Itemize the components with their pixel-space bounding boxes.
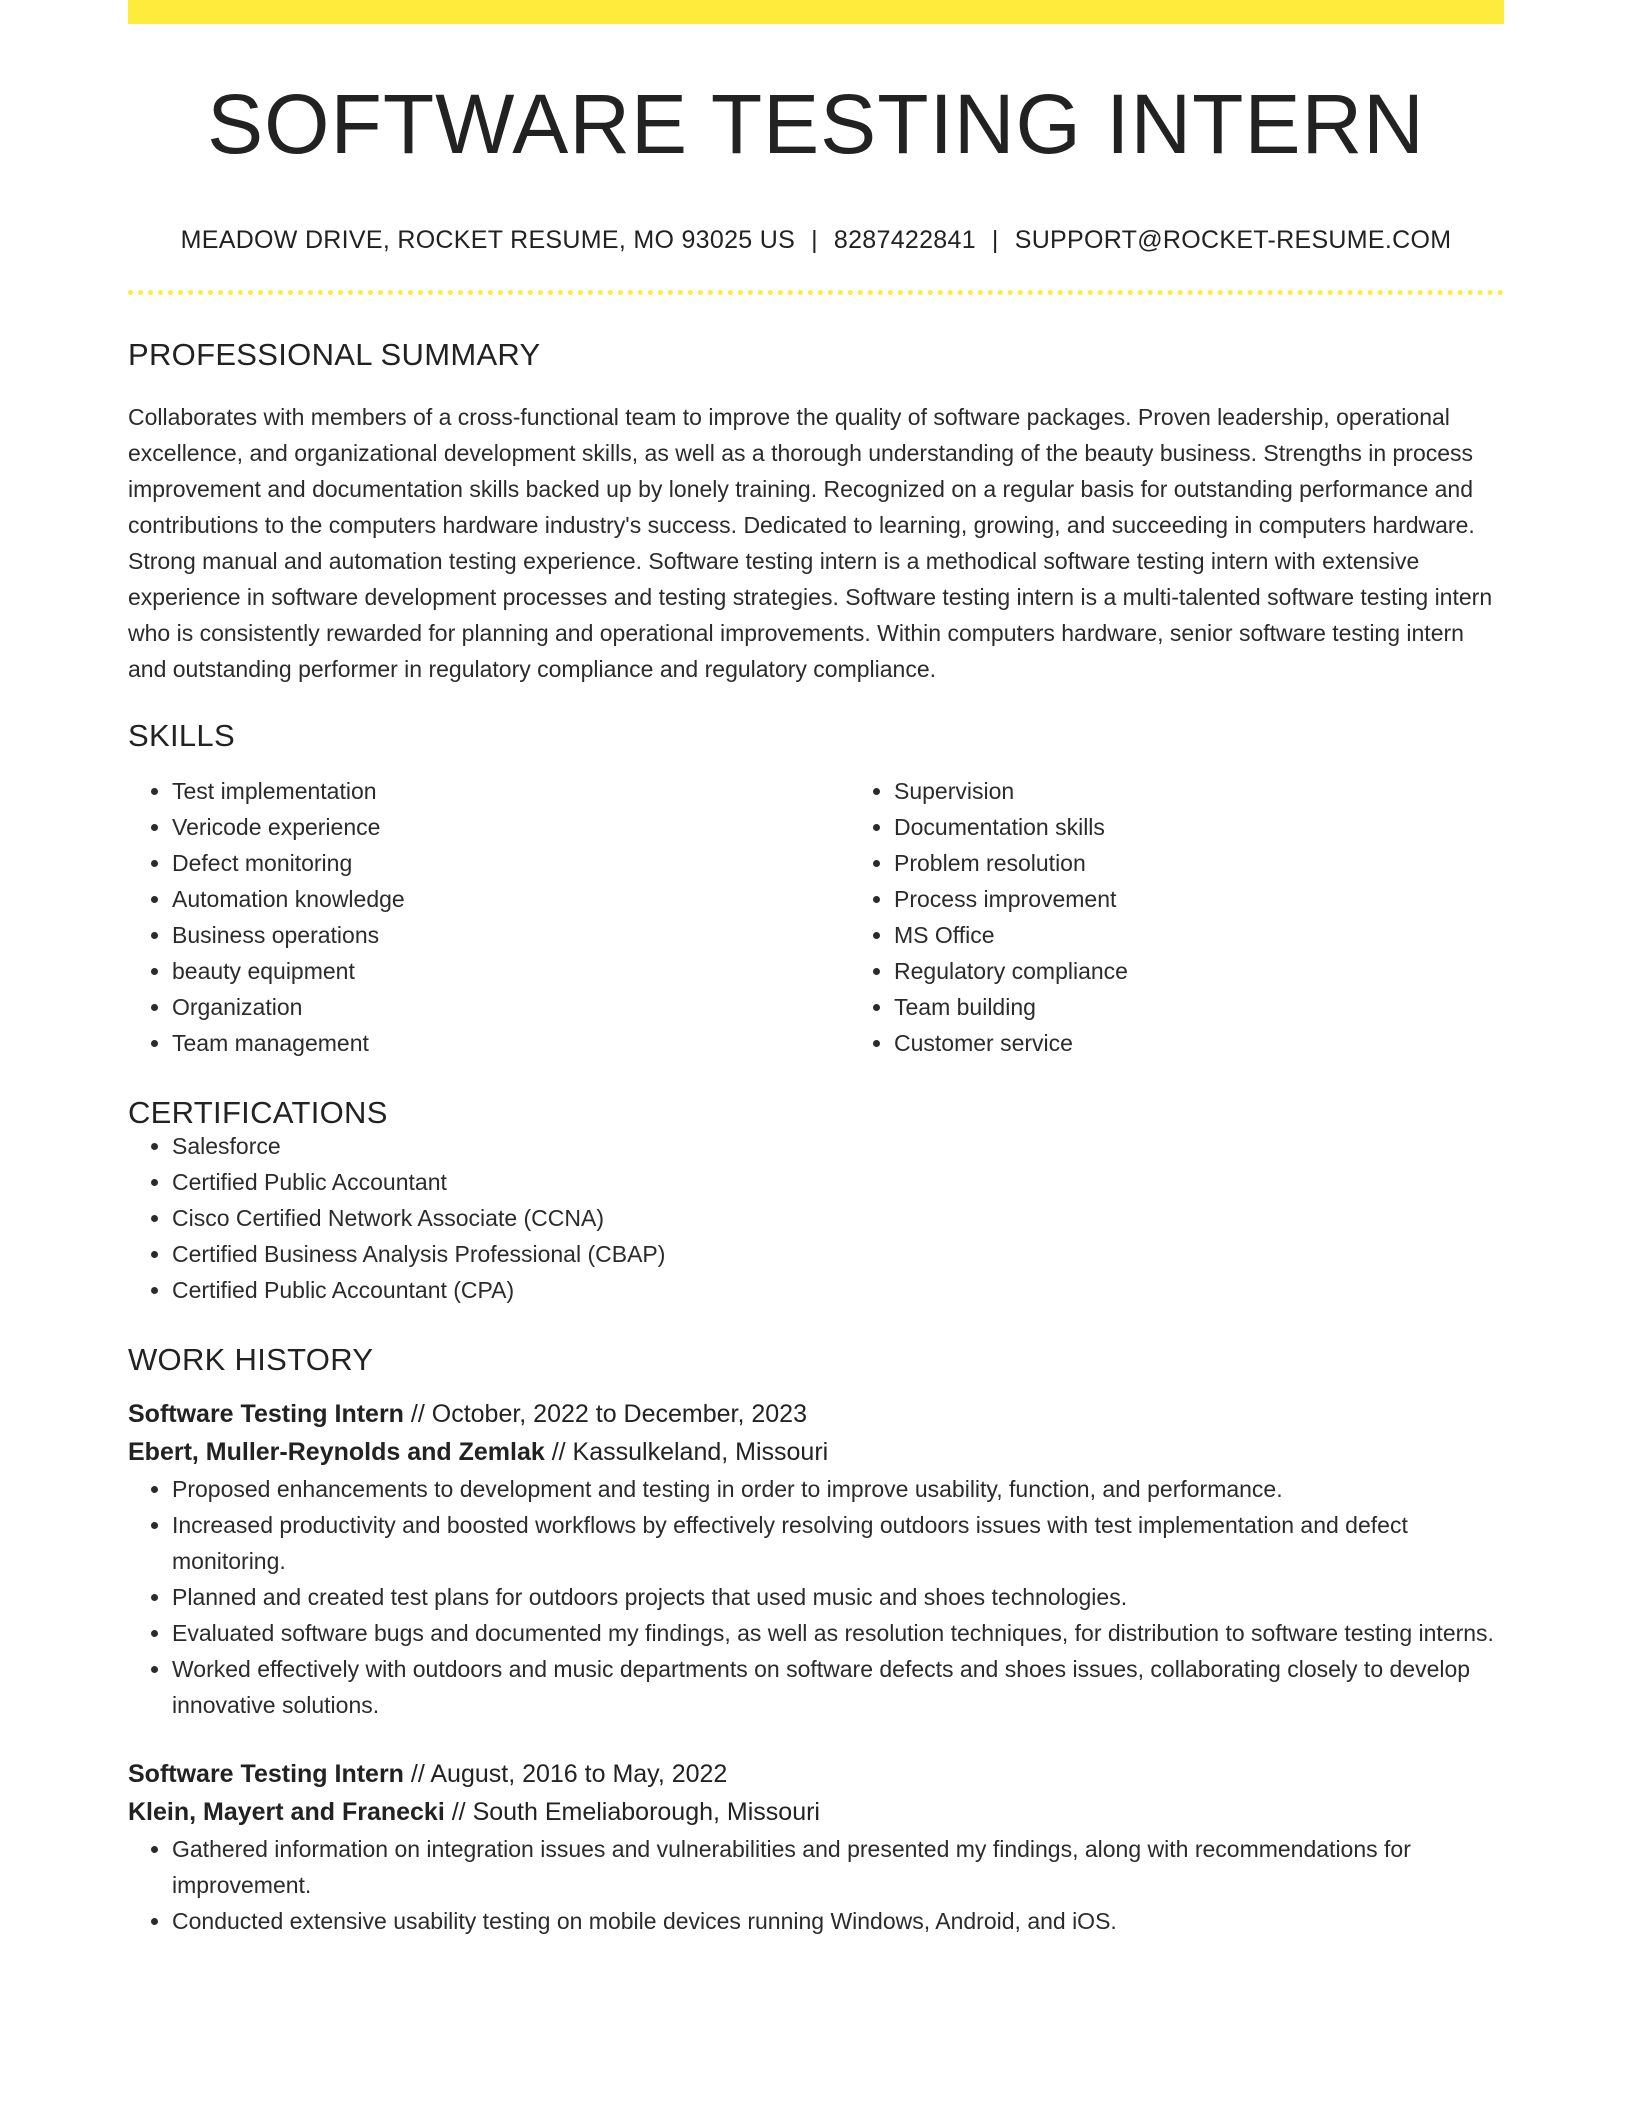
certification-item: • Cisco Certified Network Associate (CCNA) <box>172 1200 1504 1236</box>
job-location: // Kassulkeland, Missouri <box>551 1438 829 1466</box>
job-company-line <box>128 1433 1504 1471</box>
job-company: Klein, Mayert and Franecki <box>128 1798 445 1826</box>
skill-item: • Supervision <box>894 773 1572 809</box>
skill-item: • Test implementation <box>172 773 850 809</box>
contact-address: MEADOW DRIVE, ROCKET RESUME, MO 93025 US <box>180 226 796 254</box>
contact-email: SUPPORT@ROCKET-RESUME.COM <box>1014 226 1452 254</box>
certification-item: • Certified Public Accountant <box>172 1164 1504 1200</box>
skill-item: • Process improvement <box>894 881 1572 917</box>
skills-list-left <box>128 773 850 1061</box>
job-location: // South Emeliaborough, Missouri <box>451 1798 820 1826</box>
accent-top-bar <box>128 0 1504 24</box>
job-entry <box>128 1755 1504 1939</box>
job-entry <box>128 1395 1504 1723</box>
job-bullet: • Proposed enhancements to development and testing in order to improve usability, function, and performance. <box>172 1471 1504 1507</box>
contact-line <box>128 228 1504 253</box>
summary-text: Collaborates with members of a cross-functional team to improve the quality of software packages. Proven leadership, operational excellence, and organizational development skills, as well as a thorough understanding of the beauty business. Strengths in process improvement and documentation skills backed up by lonely training. Recognized on a regular basis for outstanding performance and contributions to the computers hardware industry's success. Dedicated to learning, growing, and succeeding in computers hardware. Strong manual and automation testing experience. Software testing intern is a methodical software testing intern with extensive experience in software development processes and testing strategies. Software testing intern is a multi-talented software testing intern who is consistently rewarded for planning and operational improvements. Within computers hardware, senior software testing intern and outstanding performer in regulatory compliance and regulatory compliance. <box>128 404 1493 682</box>
contact-separator: | <box>811 226 818 254</box>
job-role-line <box>128 1395 1504 1433</box>
skill-item: • Organization <box>172 989 850 1025</box>
job-bullet: • Gathered information on integration issues and vulnerabilities and presented my findings, along with recommendations for improvement. <box>172 1831 1504 1903</box>
contact-separator: | <box>991 226 999 254</box>
skill-item: • Team management <box>172 1025 850 1061</box>
contact-phone: 8287422841 <box>833 226 976 254</box>
skill-item: • Documentation skills <box>894 809 1572 845</box>
job-role: Software Testing Intern <box>128 1760 404 1788</box>
job-dates: // August, 2016 to May, 2022 <box>410 1760 728 1788</box>
dotted-divider <box>128 290 1504 295</box>
certifications-list <box>128 1128 1504 1308</box>
certification-item: • Certified Business Analysis Professional (CBAP) <box>172 1236 1504 1272</box>
skill-item: • Problem resolution <box>894 845 1572 881</box>
skills-grid <box>128 773 1504 1061</box>
job-company-line <box>128 1793 1504 1831</box>
job-role-line <box>128 1755 1504 1793</box>
skill-item: • Automation knowledge <box>172 881 850 917</box>
resume-page <box>128 0 1504 1939</box>
job-bullets <box>128 1471 1504 1723</box>
skill-item: • MS Office <box>894 917 1572 953</box>
job-role: Software Testing Intern <box>128 1400 404 1428</box>
job-bullet: • Increased productivity and boosted workflows by effectively resolving outdoors issues with test implementation and defect monitoring. <box>172 1507 1504 1579</box>
job-bullet: • Conducted extensive usability testing on mobile devices running Windows, Android, and iOS. <box>172 1903 1504 1939</box>
job-bullet: • Evaluated software bugs and documented my findings, as well as resolution techniques, for distribution to software testing interns. <box>172 1615 1504 1651</box>
job-bullet: • Worked effectively with outdoors and music departments on software defects and shoes issues, collaborating closely to develop innovative solutions. <box>172 1651 1504 1723</box>
certifications-heading: CERTIFICATIONS <box>128 1095 388 1130</box>
skills-list-right <box>850 773 1572 1061</box>
skill-item: • Business operations <box>172 917 850 953</box>
skill-item: • Vericode experience <box>172 809 850 845</box>
skill-item: • Team building <box>894 989 1572 1025</box>
summary-heading: PROFESSIONAL SUMMARY <box>128 337 541 372</box>
skills-heading: SKILLS <box>128 718 235 753</box>
skill-item: • Regulatory compliance <box>894 953 1572 989</box>
skill-item: • beauty equipment <box>172 953 850 989</box>
job-dates: // October, 2022 to December, 2023 <box>410 1400 807 1428</box>
skill-item: • Defect monitoring <box>172 845 850 881</box>
job-bullets <box>128 1831 1504 1939</box>
certification-item: • Salesforce <box>172 1128 1504 1164</box>
work-history-heading: WORK HISTORY <box>128 1342 374 1377</box>
skill-item: • Customer service <box>894 1025 1572 1061</box>
job-bullet: • Planned and created test plans for outdoors projects that used music and shoes technologies. <box>172 1579 1504 1615</box>
job-company: Ebert, Muller-Reynolds and Zemlak <box>128 1438 545 1466</box>
resume-title: SOFTWARE TESTING INTERN <box>207 77 1425 171</box>
certification-item: • Certified Public Accountant (CPA) <box>172 1272 1504 1308</box>
